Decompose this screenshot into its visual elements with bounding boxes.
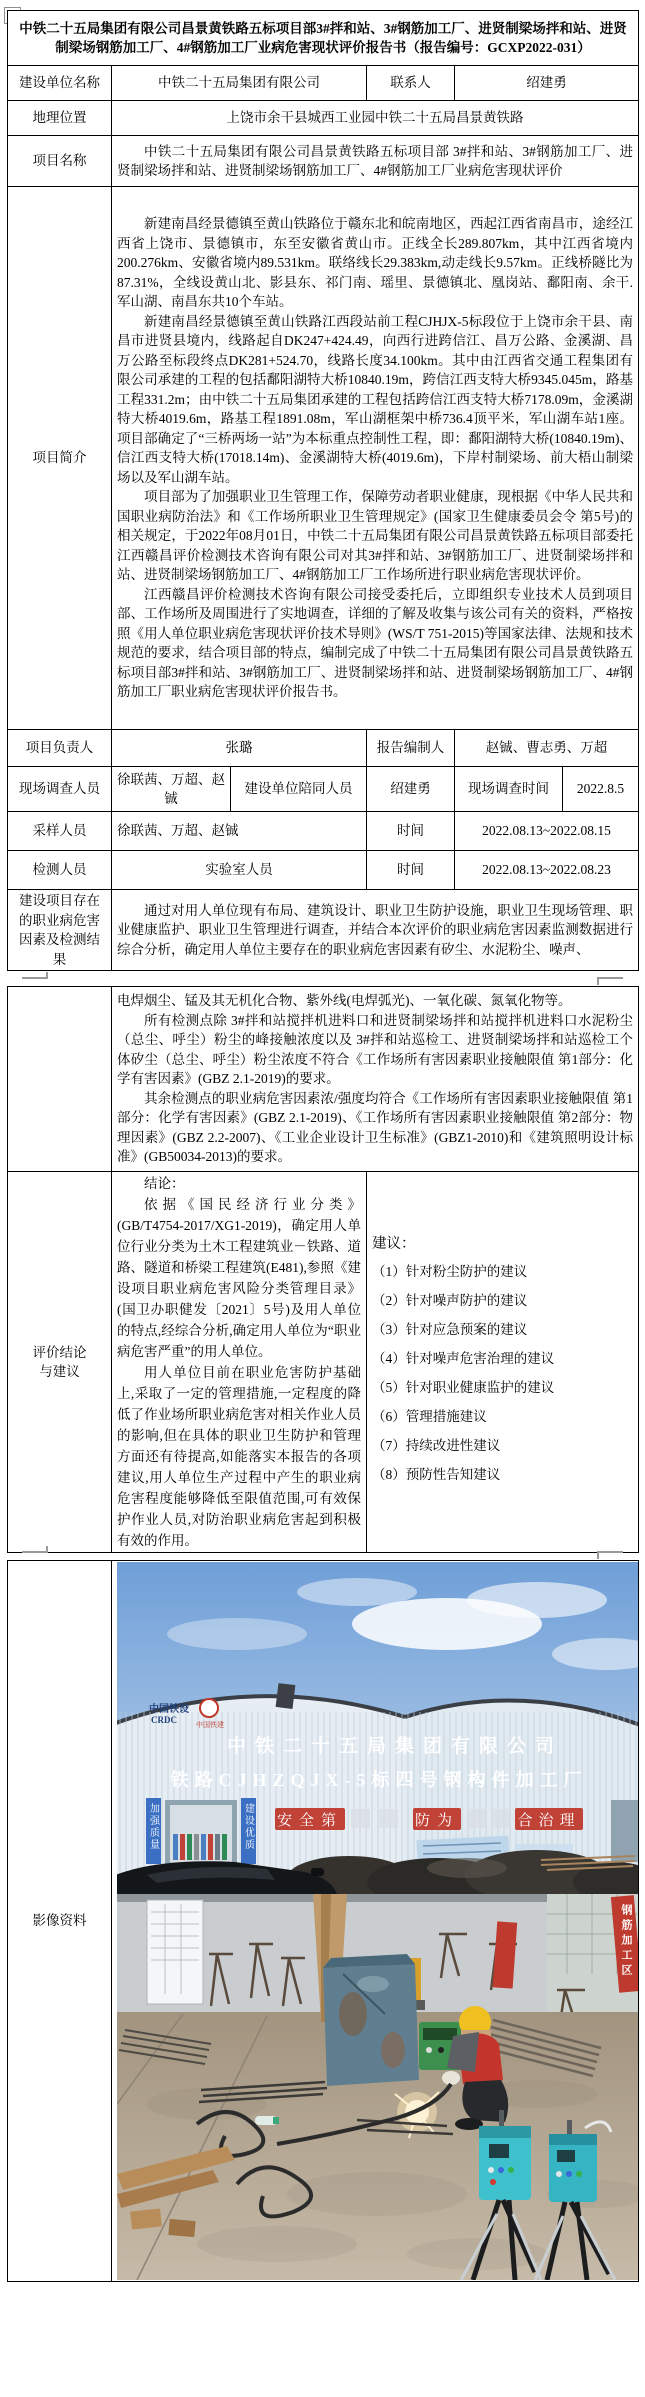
suggestion-item: （2）针对噪声防护的建议 (372, 1293, 528, 1308)
builder-label: 建设单位名称 (8, 66, 112, 101)
suggestion-item: （6）管理措施建议 (372, 1409, 487, 1424)
suggestion-item: （5）针对职业健康监护的建议 (372, 1380, 555, 1395)
crcc-logo-text: 中国铁建 (196, 1721, 224, 1729)
contact-label: 联系人 (367, 66, 455, 101)
survey-time-label: 现场调查时间 (455, 767, 563, 812)
evaluation-label: 评价结论与建议 (8, 1172, 112, 1553)
photos-label: 影像资料 (8, 1561, 112, 2282)
project-name-label: 项目名称 (8, 136, 112, 187)
project-name-value: 中铁二十五局集团有限公司昌景黄铁路五标项目部 3#拌和站、3#钢筋加工厂、进贤制梁场拌和站、进贤制梁场钢筋加工厂、4#钢筋加工厂业病危害现状评价 (117, 143, 634, 178)
hazard-label-empty (8, 987, 112, 1172)
survey-row (8, 767, 639, 812)
slogan-sign-3: 合治理 (517, 1813, 581, 1829)
crcc-emblem (200, 1699, 218, 1717)
hazard-text-part1: 通过对用人单位现有布局、建筑设计、职业卫生防护设施，职业卫生现场管理、职业健康监护、职业卫生管理进行调查，并结合本次评价的职业病危害因素监测数据进行综合分析，确定用人单位主要存在的职业病危害因素有矽尘、水泥粉尘、噪声、 (117, 902, 634, 957)
photo-cell (112, 1561, 639, 2282)
report-title: 中铁二十五局集团有限公司昌景黄铁路五标项目部3#拌和站、3#钢筋加工厂、进贤制梁场拌和站、进贤制梁场钢筋加工厂、4#钢筋加工厂业病危害现状评价报告书（报告编号：GCXP2022-031） (8, 11, 639, 66)
intro-row (8, 187, 639, 730)
builder-row (8, 66, 639, 101)
intro-paragraph-3: 项目部为了加强职业卫生管理工作，保障劳动者职业健康，现根据《中华人民共和国职业病防治法》和《工作场所职业卫生管理规定》(国家卫生健康委员会令 第5号)的相关规定，于2022年08月01日，中铁二十五局集团有限公司昌景黄铁路五标项目部委托江西赣昌评价检测技术咨询有限公司对其3#拌和站、3#钢筋加工厂、进贤制梁场拌和站、进贤制梁场钢筋加工厂、4#钢筋加工厂工作场所进行职业病危害现状评价。 (117, 489, 634, 583)
suggestion-item: （1）针对粉尘防护的建议 (372, 1264, 528, 1279)
suggestion-item: （4）针对噪声危害治理的建议 (372, 1351, 555, 1366)
rebar-banner-text: 钢筋加工区 (620, 1904, 632, 1979)
wall-chart-board (147, 1900, 203, 2004)
intro-paragraph-4: 江西赣昌评价检测技术咨询有限公司接受委托后，立即组织专业技术人员到项目部、工作场所及周围进行了实地调查，详细的了解及收集与该公司有关的资料，严格按照《用人单位职业病危害现状评价技术导则》(WS/T 751-2015)等国家法律、法规和技术规范的要求，结合项目部的特点，编制完成了中铁二十五局集团有限公司昌景黄铁路五标项目部3#拌和站、3#钢筋加工厂、进贤制梁场拌和站、进贤制梁场钢筋加工厂、4#钢筋加工厂职业病危害现状评价报告书。 (117, 586, 634, 700)
hazard-text-part2c: 其余检测点的职业病危害因素浓/强度均符合《工作场所有害因素职业接触限值 第1部分：化学有害因素》(GBZ 2.1-2019)、《工作场所有害因素职业接触限值 第2部分：物理因素》(GBZ 2.2-2007)、《工业企业设计卫生标准》(GBZ1-2010)和《建筑照明设计标准》(GB50034-2013)的要求。 (117, 1090, 634, 1165)
testing-time-value: 2022.08.13~2022.08.23 (455, 851, 639, 890)
testing-time-label: 时间 (367, 851, 455, 890)
location-label: 地理位置 (8, 101, 112, 136)
intro-paragraph-2: 新建南昌经景德镇至黄山铁路江西段站前工程CJHJX-5标段位于上饶市余干县、南昌市进贤县境内，线路起自DK247+424.49，向西行进跨信江、昌万公路、金溪湖、昌万公路至标段终点DK281+524.70，线路长度34.100km。其中由江西省交通工程集团有限公司承建的工程的包括鄱阳湖特大桥10840.19m，跨信江西支特大桥9345.045m，路基工程331.2m；由中铁二十五局集团承建的工程包括跨信江西支特大桥7178.09m，金溪湖特大桥4019.6m，路基工程1891.08m，军山湖框架中桥736.4顶平米，军山湖车站1座。项目部确定了“三桥两场一站”为本标重点控制性工程，即：鄱阳湖特大桥(10840.19m)、信江西支特大桥(17018.14m)、金溪湖特大桥(4019.6m)，下岸村制梁场、前大梧山制梁场以及军山湖车站。 (117, 313, 634, 485)
svg-text:中国铁设: 中国铁设 (149, 1704, 189, 1715)
banner-right-text: 建设优质 (242, 1803, 254, 1851)
suggestion-item: （8）预防性告知建议 (372, 1467, 501, 1482)
accompany-value: 绍建勇 (367, 767, 455, 812)
main-table (7, 10, 639, 971)
writer-label: 报告编制人 (367, 730, 455, 767)
photo-welding-area (117, 1894, 638, 2280)
car-mirror (311, 1868, 324, 1876)
location-row (8, 101, 639, 136)
accompany-label: 建设单位陪同人员 (231, 767, 367, 812)
suggestion-item: （3）针对应急预案的建议 (372, 1322, 528, 1337)
building-plant-text: 铁路CJHZQJX-5标四号钢构件加工厂 (170, 1770, 588, 1790)
conclusion-title: 结论： (144, 1176, 185, 1191)
blue-metal-box (323, 1954, 419, 2086)
hazard-row-part2 (8, 987, 639, 1172)
leader-label: 项目负责人 (8, 730, 112, 767)
shoe (455, 2118, 483, 2130)
sampling-label: 采样人员 (8, 812, 112, 851)
photo-factory-exterior (117, 1562, 638, 1894)
testing-value: 实验室人员 (112, 851, 367, 890)
slogan-sign-1: 安全第 (276, 1813, 344, 1829)
hazard-row-part1 (8, 890, 639, 971)
suggestion-item: （7）持续改进性建议 (372, 1438, 501, 1453)
glove (442, 2071, 460, 2085)
conclusion-paragraph-2: 用人单位目前在职业危害防护基础上,采取了一定的管理措施,一定程度的降低了作业场所职业病危害对相关作业人员的影响,但在具体的职业卫生防护和管理方面还有待提高,如能落实本报告的各项建议,用人单位生产过程中产生的职业病危害程度能够降低至限值范围,可有效保护作业人员,对防治职业病危害起到积极有效的作用。 (117, 1365, 361, 1548)
suggestion-title: 建议： (372, 1236, 416, 1252)
writer-value: 赵铖、曹志勇、万超 (455, 730, 639, 767)
survey-time-value: 2022.8.5 (563, 767, 639, 812)
conclusion-paragraph-1: 依据《国民经济行业分类》(GB/T4754-2017/XG1-2019)，确定用人单位行业分类为土木工程建筑业－铁路、道路、隧道和桥梁工程建筑(E481),参照《建设项目职业病危害风险分类管理目录》(国卫办职健发〔2021〕5号)及用人单位的特点,经综合分析,确定用人单位为“职业病危害严重”的用人单位。 (117, 1197, 361, 1359)
building-company-text: 中铁二十五局集团有限公司 (226, 1736, 564, 1757)
continuation-table (7, 986, 639, 1553)
safety-slogan-signs (275, 1808, 583, 1830)
roof-opening (276, 1683, 296, 1709)
survey-value: 徐联茜、万超、赵铖 (112, 767, 231, 812)
conclusion-cell (112, 1172, 367, 1553)
testing-label: 检测人员 (8, 851, 112, 890)
sampling-value: 徐联茜、万超、赵铖 (112, 812, 367, 851)
title-row (8, 11, 639, 66)
leader-value: 张璐 (112, 730, 367, 767)
project-name-row (8, 136, 639, 187)
intro-paragraph-1: 新建南昌经景德镇至黄山铁路位于赣东北和皖南地区，西起江西省南昌市，途经江西省上饶市、景德镇市，东至安徽省黄山市。正线全长289.807km，其中江西省境内200.276km、安徽省境内89.531km。联络线长29.383km,动走线长9.57km。正线桥隧比为87.31%，全线设黄山北、影县东、祁门南、瑶里、景德镇北、凰岗站、鄱阳南、余干.军山湖、南昌东共10个车站。 (117, 216, 634, 310)
photo-table (7, 1560, 639, 2282)
report-table-page2 (7, 986, 638, 1553)
hazard-label: 建设项目存在的职业病危害因素及检测结果 (8, 890, 112, 971)
contact-value: 绍建勇 (455, 66, 639, 101)
water-bottle (255, 2116, 279, 2125)
sampling-time-label: 时间 (367, 812, 455, 851)
suggestion-cell (367, 1172, 639, 1553)
slogan-sign-2: 防为 (414, 1813, 460, 1829)
location-value: 上饶市余干县城西工业园中铁二十五局昌景黄铁路 (112, 101, 639, 136)
page-break-2 (0, 1546, 645, 1559)
intro-label: 项目简介 (8, 187, 112, 730)
report-table-page3 (7, 1560, 638, 2282)
svg-text:CRDC: CRDC (151, 1715, 177, 1725)
hazard-text-part2b: 所有检测点除 3#拌和站搅拌机进料口和进贤制梁场拌和站搅拌机进料口水泥粉尘（总尘、呼尘）粉尘的峰接触浓度以及 3#拌和站巡检工、进贤制梁场拌和站巡检工个体矽尘（总尘、呼尘）粉尘浓度不符合《工作场所有害因素职业接触限值 第1部分：化学有害因素》(GBZ 2.1-2019)的要求。 (117, 1012, 634, 1087)
page-break-1 (0, 972, 645, 985)
leader-row (8, 730, 639, 767)
report-table-page1 (7, 10, 638, 971)
photo-row (8, 1561, 639, 2282)
banner-left-text: 加强质量 (147, 1803, 159, 1851)
testing-row (8, 851, 639, 890)
hazard-text-part2a: 电焊烟尘、锰及其无机化合物、紫外线(电焊弧光)、一氧化碳、氮氧化物等。 (117, 993, 572, 1009)
survey-label: 现场调查人员 (8, 767, 112, 812)
builder-value: 中铁二十五局集团有限公司 (112, 66, 367, 101)
sampling-row (8, 812, 639, 851)
evaluation-row (8, 1172, 639, 1553)
sampling-time-value: 2022.08.13~2022.08.15 (455, 812, 639, 851)
